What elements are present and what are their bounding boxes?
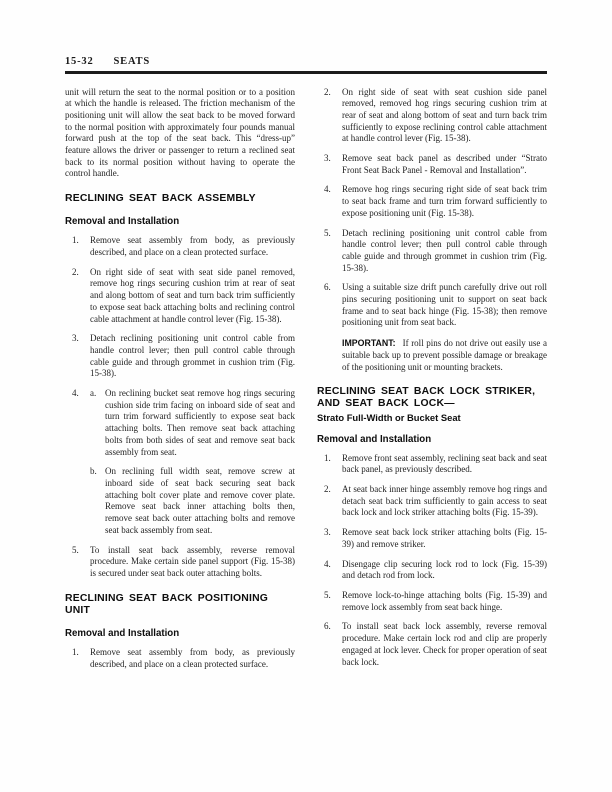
- intro-paragraph: unit will return the seat to the normal position or to a position at which the handle is released. The friction mechanism of the positioning unit will allow the seat back to be moved forward to the normal position with approximately four pounds manual forward push at the top of the seat back. This “dress-up” feature allows the driver or passenger to return a reclined seat back to its normal position without having to operate the control handle.: [65, 86, 295, 179]
- item-number: 1.: [72, 235, 79, 246]
- item-text: Remove front seat assembly, reclining seat back and seat back panel, as previously described.: [342, 452, 547, 475]
- item-number: 4.: [324, 558, 331, 569]
- item-text: Remove lock-to-hinge attaching bolts (Fig. 15-39) and remove lock assembly from seat back hinge.: [342, 590, 547, 612]
- list-item: [317, 590, 547, 613]
- item-number: 3.: [324, 153, 331, 164]
- section-heading-lock-striker: [317, 386, 547, 410]
- list-item: [317, 527, 547, 550]
- heading-line-3: Strato Full-Width or Bucket Seat: [317, 411, 461, 423]
- item-number: 3.: [72, 333, 79, 344]
- item-number: 3.: [324, 527, 331, 538]
- item-number: 5.: [324, 590, 331, 600]
- item-number: 1.: [324, 452, 331, 463]
- item-number: 6.: [324, 621, 331, 632]
- page-header: [65, 56, 547, 67]
- item-text: Disengage clip securing lock rod to lock (Fig. 15-39) and detach rod from lock.: [342, 558, 547, 581]
- list-item: [317, 453, 547, 476]
- list-item: [65, 267, 295, 326]
- item-text: On right side of seat with seat cushion side panel removed, removed hog rings securing cushion trim at rear of seat and along bottom of seat and turn back trim sufficiently to expose reclining control cable attachment at handle control lever (Fig. 15-38).: [342, 86, 547, 144]
- list-item: [65, 647, 295, 670]
- list-item: [65, 545, 295, 580]
- list-item: [317, 621, 547, 668]
- heading-line-2: AND SEAT BACK LOCK—: [317, 398, 455, 410]
- left-column: [65, 87, 295, 671]
- item-text: Remove seat assembly from body, as previously described, and place on a clean protected surface.: [90, 647, 295, 669]
- item-number: 6.: [324, 282, 331, 293]
- list-item: [317, 228, 547, 275]
- item-text: To install seat back assembly, reverse removal procedure. Make certain side panel support (Fig. 15-38) is secured under seat back outer attaching bolts.: [90, 544, 295, 578]
- section-heading-seat-back-assembly: RECLINING SEAT BACK ASSEMBLY: [65, 193, 256, 205]
- important-note: [342, 338, 547, 373]
- item-number: [65, 466, 90, 536]
- item-text: On reclining full width seat, remove screw at inboard side of seat back securing seat back attaching bolt cover plate and remove cover plate. Remove seat back inner attaching bolts then, remove seat back outer attaching bolts and remove seat back assembly from seat.: [105, 466, 295, 535]
- important-label: IMPORTANT:: [342, 338, 396, 349]
- list-item: [317, 184, 547, 219]
- list-item: [65, 466, 295, 536]
- list-item: [317, 282, 547, 329]
- item-number: 5.: [72, 544, 79, 555]
- subheading-removal-installation-1: Removal and Installation: [65, 216, 180, 228]
- page-number: 15-32: [65, 56, 94, 67]
- item-text: To install seat back lock assembly, reverse removal procedure. Make certain lock rod and clip are properly engaged at lock lever. Check for proper operation of seat back lock.: [342, 621, 547, 667]
- item-text: Remove hog rings securing right side of seat back trim to seat back frame and turn trim forward sufficiently to expose positioning unit (Fig. 15-38).: [342, 184, 547, 218]
- item-text: On right side of seat with seat side panel removed, remove hog rings securing cushion trim at rear of seat and along bottom of seat and turn back trim sufficiently to expose seat back attaching bolts and reclining control cable attachment at handle control lever (Fig. 15-38).: [90, 266, 295, 324]
- section-heading-positioning-unit: RECLINING SEAT BACK POSITIONING UNIT: [65, 592, 269, 616]
- item-number: 2.: [72, 266, 79, 277]
- item-text: At seat back inner hinge assembly remove hog rings and detach seat back trim sufficiently to gain access to seat back lock and lock striker attaching bolts (Fig. 15-39).: [342, 484, 547, 518]
- subheading-removal-installation-3: Removal and Installation: [317, 433, 432, 445]
- item-number: 2.: [324, 86, 331, 97]
- list-item: [65, 235, 295, 258]
- item-text: Detach reclining positioning unit control cable from handle control lever; then pull control cable through cable guide and through grommet in cushion trim (Fig. 15-38).: [342, 227, 547, 273]
- item-number: 1.: [72, 647, 79, 658]
- list-item: [317, 153, 547, 176]
- list-item: [317, 559, 547, 582]
- item-text: Detach reclining positioning unit control cable from handle control lever; then pull control cable through cable guide and through grommet in cushion trim (Fig. 15-38).: [90, 333, 295, 379]
- right-column: [317, 87, 547, 671]
- item-subletter: a.: [90, 388, 97, 399]
- heading-line-1: RECLINING SEAT BACK LOCK STRIKER,: [317, 386, 536, 398]
- item-number: 4.: [324, 184, 331, 195]
- important-text: If roll pins do not drive out easily use a suitable back up to prevent possible damage or breakage of the positioning unit or mounting brackets.: [342, 338, 547, 372]
- item-text: Remove seat assembly from body, as previously described, and place on a clean protected surface.: [90, 235, 295, 258]
- item-number: 5.: [324, 227, 331, 238]
- item-text: On reclining bucket seat remove hog rings securing cushion side trim facing on inboard side of seat and turn trim forward sufficiently to expose seat back attaching bolts. Then remove seat back attaching bolts from both sides of seat and remove seat back assembly from seat.: [105, 388, 295, 457]
- page-title: SEATS: [113, 56, 150, 67]
- item-subletter: b.: [90, 466, 97, 477]
- header-rule: [65, 71, 547, 74]
- list-item: [65, 333, 295, 380]
- list-item: [317, 484, 547, 519]
- subheading-removal-installation-2: Removal and Installation: [65, 628, 180, 640]
- two-column-layout: [65, 87, 547, 671]
- item-text: Using a suitable size drift punch carefully drive out roll pins securing positioning unit to support on seat back frame and to seat back hinge (Fig. 15-38); then remove positioning unit from seat back.: [342, 282, 547, 328]
- item-text: Remove seat back lock striker attaching bolts (Fig. 15-39) and remove striker.: [342, 527, 547, 549]
- list-item: [65, 388, 295, 458]
- list-item: [317, 87, 547, 146]
- item-number: 4.: [72, 388, 79, 399]
- item-text: Remove seat back panel as described under “Strato Front Seat Back Panel - Removal and Installation”.: [342, 153, 547, 175]
- item-number: 2.: [324, 484, 331, 495]
